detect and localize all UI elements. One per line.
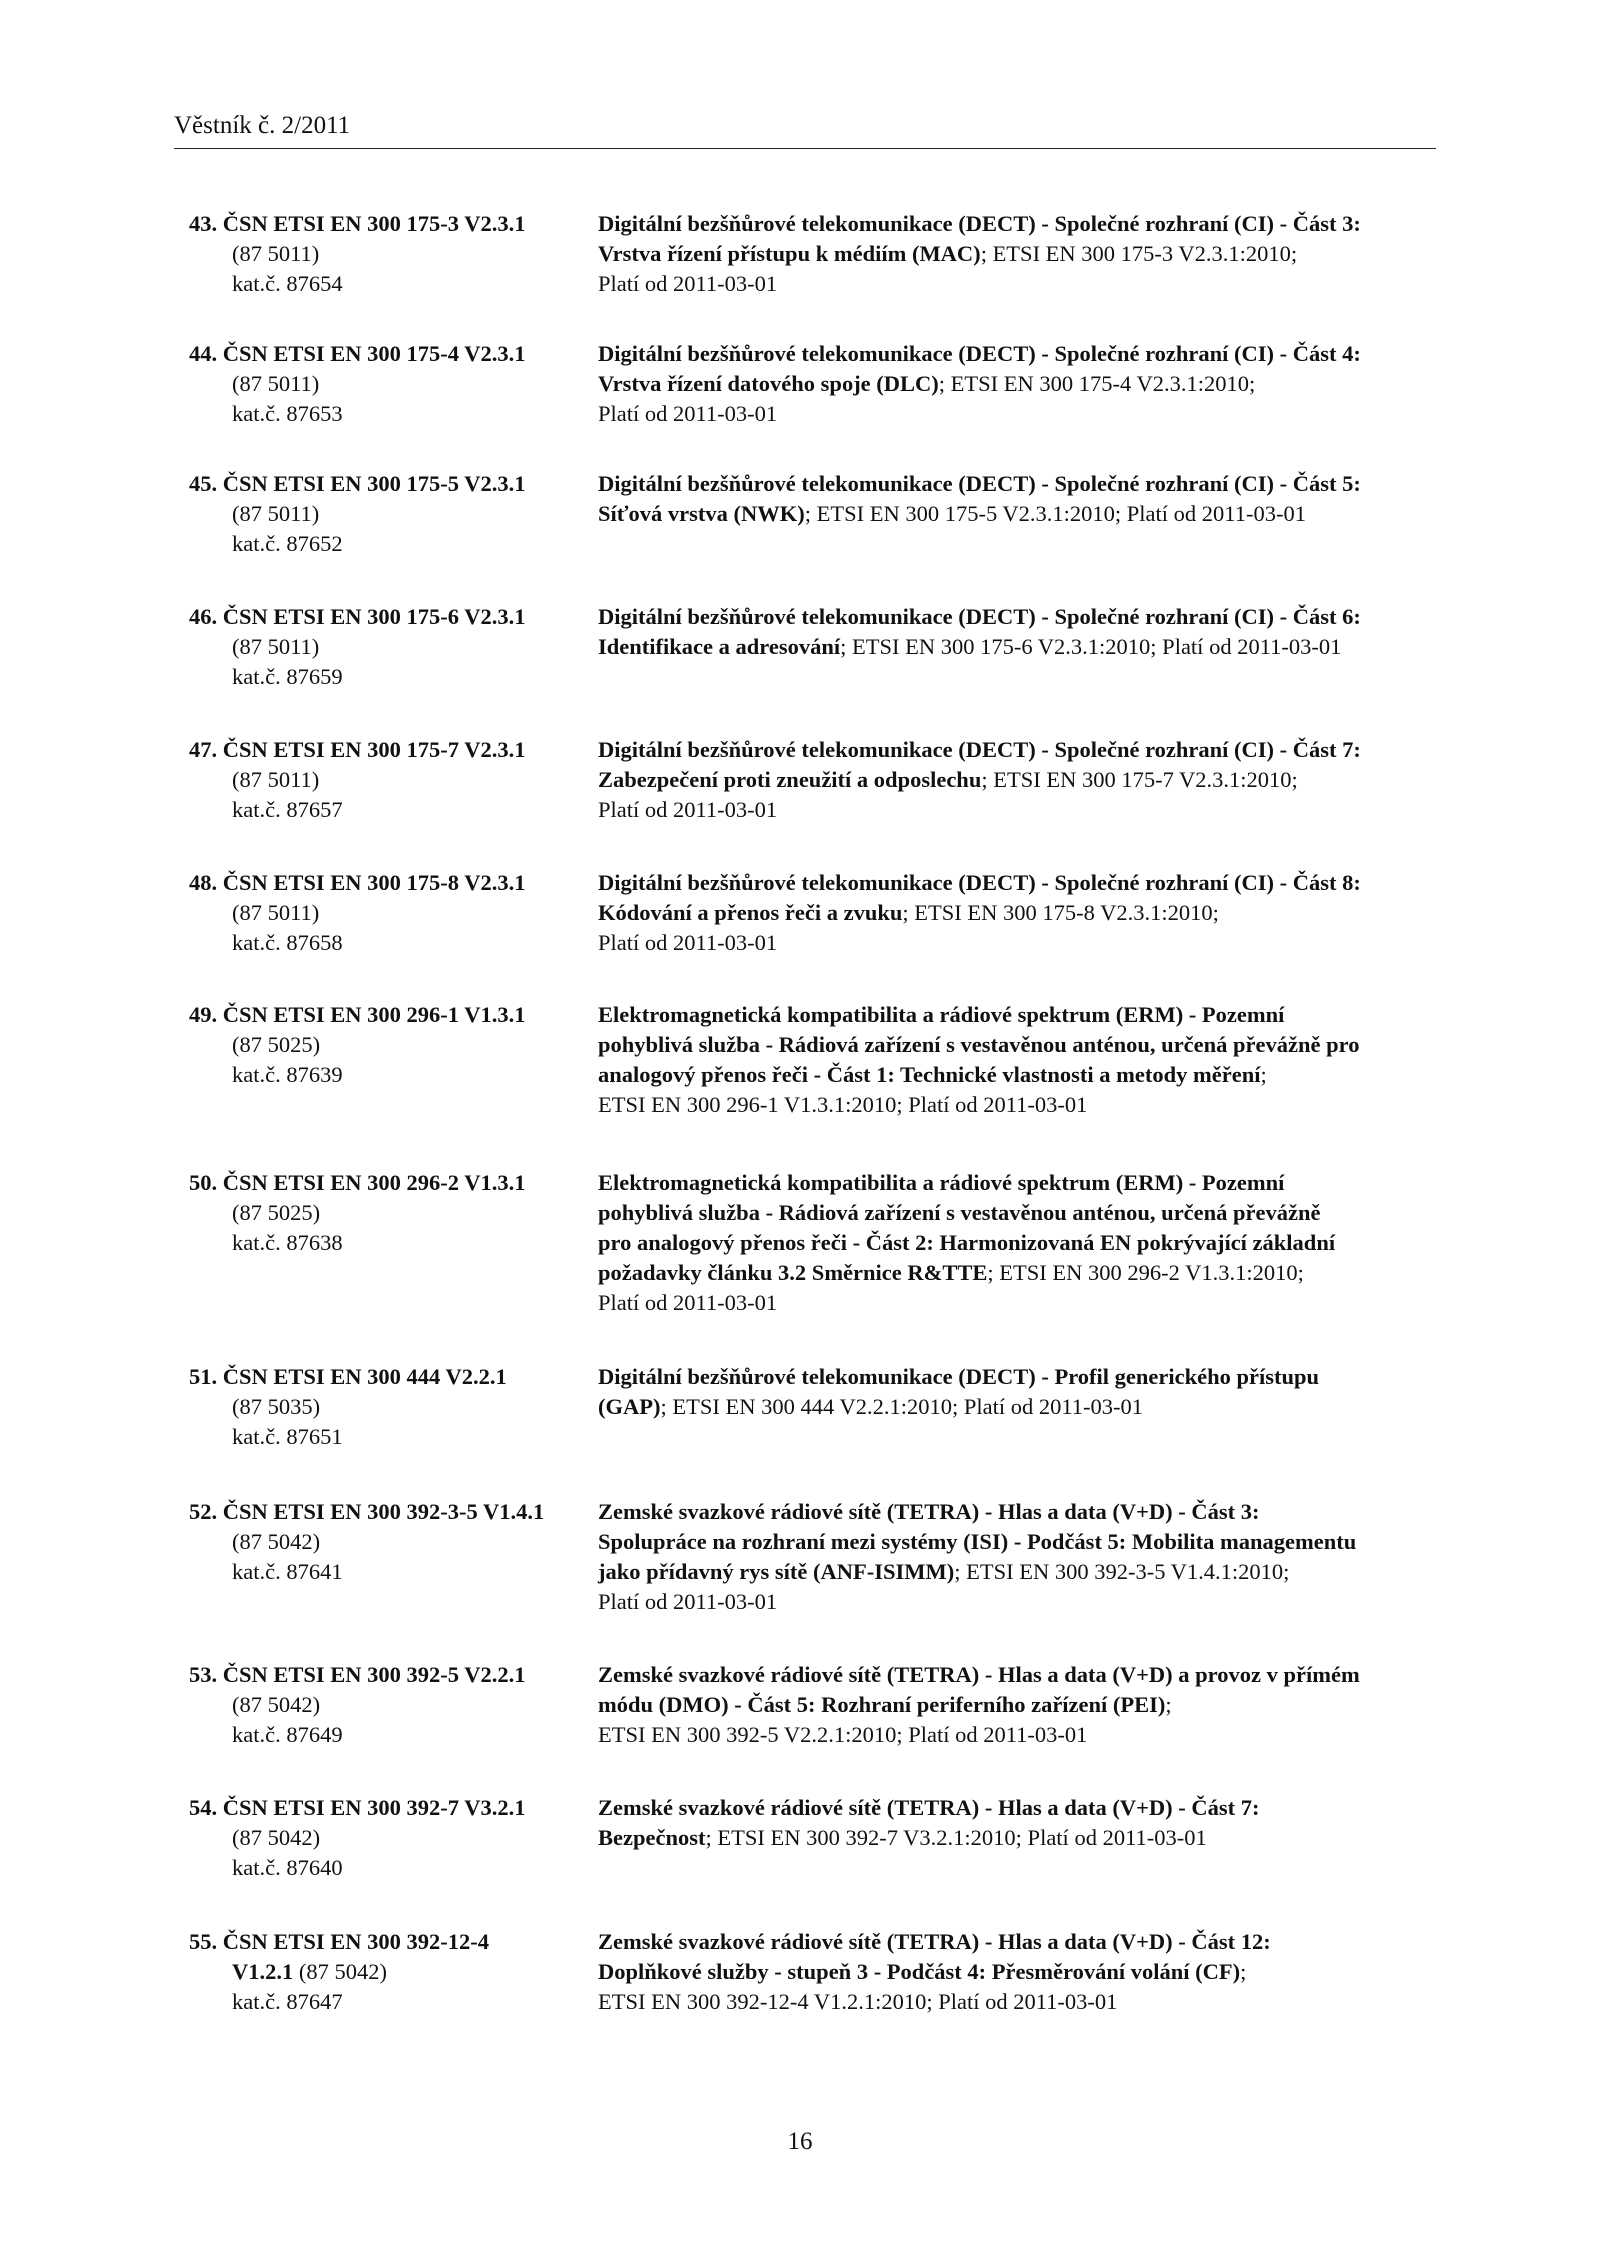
standard-reference-text: ETSI EN 300 296-1 V1.3.1:2010; Platí od 2011-03-01	[598, 1092, 1088, 1117]
standard-reference-text: Platí od 2011-03-01	[598, 1290, 778, 1315]
standard-title-text: Bezpečnost	[598, 1825, 706, 1850]
entry-number: 48.	[189, 870, 218, 895]
standard-reference-text: ETSI EN 300 392-12-4 V1.2.1:2010; Platí od 2011-03-01	[598, 1989, 1118, 2014]
description-line	[598, 795, 1438, 825]
classification-code: (87 5042)	[232, 1692, 321, 1717]
standard-reference-text: ; ETSI EN 300 296-2 V1.3.1:2010;	[987, 1260, 1304, 1285]
standard-title-text: Digitální bezšňůrové telekomunikace (DECT) - Společné rozhraní (CI) - Část 3:	[598, 211, 1361, 236]
standard-description	[598, 1497, 1438, 1617]
description-line	[598, 1587, 1438, 1617]
standard-title-text: pohyblivá služba - Rádiová zařízení s vestavěnou anténou, určená převážně pro	[598, 1032, 1360, 1057]
standard-code: ČSN ETSI EN 300 392-12-4	[222, 1929, 490, 1954]
standard-title-text: Digitální bezšňůrové telekomunikace (DECT) - Společné rozhraní (CI) - Část 5:	[598, 471, 1361, 496]
standard-reference-text: ; ETSI EN 300 175-4 V2.3.1:2010;	[938, 371, 1256, 396]
standard-code: ČSN ETSI EN 300 392-3-5 V1.4.1	[222, 1499, 545, 1524]
standard-code: ČSN ETSI EN 300 296-1 V1.3.1	[222, 1002, 526, 1027]
classification-code: (87 5025)	[232, 1032, 321, 1057]
standard-title-text: Vrstva řízení datového spoje (DLC)	[598, 371, 939, 396]
standard-title-text: Identifikace a adresování	[598, 634, 841, 659]
description-line	[598, 1362, 1438, 1392]
description-line	[598, 1793, 1438, 1823]
standard-reference-text: ; ETSI EN 300 175-3 V2.3.1:2010;	[980, 241, 1298, 266]
catalog-number: kat.č. 87638	[232, 1230, 343, 1255]
catalog-number: kat.č. 87653	[232, 401, 343, 426]
standard-reference-text: ; ETSI EN 300 444 V2.2.1:2010; Platí od 2011-03-01	[660, 1394, 1143, 1419]
description-line	[598, 499, 1438, 529]
standard-reference-text: Platí od 2011-03-01	[598, 1589, 778, 1614]
standard-title-text: módu (DMO) - Část 5: Rozhraní periferního zařízení (PEI)	[598, 1692, 1166, 1717]
description-line	[598, 928, 1438, 958]
standard-reference-text: Platí od 2011-03-01	[598, 797, 778, 822]
description-line	[598, 632, 1438, 662]
standard-title-text: pohyblivá služba - Rádiová zařízení s vestavěnou anténou, určená převážně	[598, 1200, 1321, 1225]
description-line	[598, 1987, 1438, 2017]
entry-number: 44.	[189, 341, 218, 366]
classification-code: (87 5042)	[298, 1959, 387, 1984]
catalog-number: kat.č. 87654	[232, 271, 343, 296]
classification-code: (87 5011)	[232, 241, 320, 266]
standard-description	[598, 1168, 1438, 1318]
catalog-number: kat.č. 87640	[232, 1855, 343, 1880]
standard-title-text: Zemské svazkové rádiové sítě (TETRA) - Hlas a data (V+D) - Část 12:	[598, 1929, 1271, 1954]
standard-code: ČSN ETSI EN 300 444 V2.2.1	[222, 1364, 507, 1389]
standard-description	[598, 209, 1438, 299]
classification-code: (87 5035)	[232, 1394, 321, 1419]
standard-reference-text: Platí od 2011-03-01	[598, 401, 778, 426]
standard-reference-text: ; ETSI EN 300 175-7 V2.3.1:2010;	[981, 767, 1298, 792]
standard-title-text: Zemské svazkové rádiové sítě (TETRA) - Hlas a data (V+D) a provoz v přímém	[598, 1662, 1360, 1687]
catalog-number: kat.č. 87641	[232, 1559, 343, 1584]
standard-title-text: Vrstva řízení přístupu k médiím (MAC)	[598, 241, 981, 266]
standard-description	[598, 1000, 1438, 1120]
description-line	[598, 1527, 1438, 1557]
standard-code: ČSN ETSI EN 300 175-6 V2.3.1	[222, 604, 526, 629]
standard-reference-text: Platí od 2011-03-01	[598, 930, 778, 955]
standard-description	[598, 1927, 1438, 2017]
standard-title-text: Zabezpečení proti zneužití a odposlechu	[598, 767, 982, 792]
description-line	[598, 868, 1438, 898]
entry-number: 43.	[189, 211, 218, 236]
standard-reference-text: ; ETSI EN 300 175-8 V2.3.1:2010;	[902, 900, 1219, 925]
standard-code: ČSN ETSI EN 300 175-7 V2.3.1	[222, 737, 526, 762]
standard-code: ČSN ETSI EN 300 296-2 V1.3.1	[222, 1170, 526, 1195]
catalog-number: kat.č. 87639	[232, 1062, 343, 1087]
standard-title-text: Elektromagnetická kompatibilita a rádiové spektrum (ERM) - Pozemní	[598, 1170, 1285, 1195]
description-line	[598, 1198, 1438, 1228]
description-line	[598, 1060, 1438, 1090]
description-line	[598, 469, 1438, 499]
standard-title-text: Kódování a přenos řeči a zvuku	[598, 900, 903, 925]
standard-description	[598, 602, 1438, 662]
description-line	[598, 1000, 1438, 1030]
standard-title-text: (GAP)	[598, 1394, 661, 1419]
standard-reference-text: ETSI EN 300 392-5 V2.2.1:2010; Platí od 2011-03-01	[598, 1722, 1088, 1747]
standard-reference-text: Platí od 2011-03-01	[598, 271, 778, 296]
description-line	[598, 765, 1438, 795]
entry-number: 52.	[189, 1499, 218, 1524]
entry-number: 53.	[189, 1662, 218, 1687]
standard-code-continued: V1.2.1	[232, 1959, 294, 1984]
entry-number: 50.	[189, 1170, 218, 1195]
entry-number: 51.	[189, 1364, 218, 1389]
standard-code: ČSN ETSI EN 300 392-5 V2.2.1	[222, 1662, 526, 1687]
description-line	[598, 1720, 1438, 1750]
standard-title-text: Digitální bezšňůrové telekomunikace (DECT) - Společné rozhraní (CI) - Část 4:	[598, 341, 1361, 366]
page-number: 16	[787, 2128, 813, 2155]
standard-reference-text: ;	[1240, 1959, 1247, 1984]
standard-code: ČSN ETSI EN 300 175-4 V2.3.1	[222, 341, 526, 366]
entry-number: 55.	[189, 1929, 218, 1954]
standard-title-text: Elektromagnetická kompatibilita a rádiové spektrum (ERM) - Pozemní	[598, 1002, 1285, 1027]
entry-number: 45.	[189, 471, 218, 496]
page-header	[174, 108, 1436, 149]
description-line	[598, 1660, 1438, 1690]
standard-code: ČSN ETSI EN 300 175-5 V2.3.1	[222, 471, 526, 496]
standard-title-text: Spolupráce na rozhraní mezi systémy (ISI) - Podčást 5: Mobilita managementu	[598, 1529, 1357, 1554]
description-line	[598, 1823, 1438, 1853]
description-line	[598, 1288, 1438, 1318]
standard-description	[598, 1660, 1438, 1750]
description-line	[598, 1957, 1438, 1987]
description-line	[598, 1690, 1438, 1720]
description-line	[598, 1392, 1438, 1422]
standard-title-text: analogový přenos řeči - Část 1: Technické vlastnosti a metody měření	[598, 1062, 1261, 1087]
standard-description	[598, 339, 1438, 429]
standard-code: ČSN ETSI EN 300 392-7 V3.2.1	[222, 1795, 526, 1820]
journal-title: Věstník č. 2/2011	[174, 112, 351, 139]
standard-reference-text: ;	[1260, 1062, 1267, 1087]
description-line	[598, 1557, 1438, 1587]
catalog-number: kat.č. 87659	[232, 664, 343, 689]
description-line	[598, 209, 1438, 239]
standard-title-text: Digitální bezšňůrové telekomunikace (DECT) - Společné rozhraní (CI) - Část 7:	[598, 737, 1361, 762]
standard-title-text: Doplňkové služby - stupeň 3 - Podčást 4: Přesměrování volání (CF)	[598, 1959, 1241, 1984]
catalog-number: kat.č. 87652	[232, 531, 343, 556]
standard-title-text: jako přídavný rys sítě (ANF-ISIMM)	[598, 1559, 955, 1584]
standard-title-text: Zemské svazkové rádiové sítě (TETRA) - Hlas a data (V+D) - Část 3:	[598, 1499, 1260, 1524]
classification-code: (87 5011)	[232, 634, 320, 659]
standard-code: ČSN ETSI EN 300 175-3 V2.3.1	[222, 211, 526, 236]
classification-code: (87 5042)	[232, 1529, 321, 1554]
description-line	[598, 1497, 1438, 1527]
standard-reference-text: ; ETSI EN 300 392-3-5 V1.4.1:2010;	[954, 1559, 1290, 1584]
standard-code: ČSN ETSI EN 300 175-8 V2.3.1	[222, 870, 526, 895]
description-line	[598, 1927, 1438, 1957]
classification-code: (87 5042)	[232, 1825, 321, 1850]
standard-description	[598, 868, 1438, 958]
description-line	[598, 1168, 1438, 1198]
classification-code: (87 5011)	[232, 900, 320, 925]
description-line	[598, 735, 1438, 765]
description-line	[598, 1258, 1438, 1288]
description-line	[598, 269, 1438, 299]
description-line	[598, 1090, 1438, 1120]
standard-title-text: Zemské svazkové rádiové sítě (TETRA) - Hlas a data (V+D) - Část 7:	[598, 1795, 1260, 1820]
standard-description	[598, 735, 1438, 825]
standard-reference-text: ; ETSI EN 300 392-7 V3.2.1:2010; Platí od 2011-03-01	[705, 1825, 1207, 1850]
catalog-number: kat.č. 87647	[232, 1989, 343, 2014]
standard-description	[598, 469, 1438, 529]
entry-number: 49.	[189, 1002, 218, 1027]
standard-reference-text: ;	[1165, 1692, 1172, 1717]
classification-code: (87 5011)	[232, 371, 320, 396]
standard-title-text: Digitální bezšňůrové telekomunikace (DECT) - Společné rozhraní (CI) - Část 8:	[598, 870, 1361, 895]
catalog-number: kat.č. 87649	[232, 1722, 343, 1747]
entry-number: 47.	[189, 737, 218, 762]
entry-number: 46.	[189, 604, 218, 629]
catalog-number: kat.č. 87658	[232, 930, 343, 955]
catalog-number: kat.č. 87657	[232, 797, 343, 822]
classification-code: (87 5025)	[232, 1200, 321, 1225]
standard-description	[598, 1362, 1438, 1422]
standard-title-text: pro analogový přenos řeči - Část 2: Harmonizovaná EN pokrývající základní	[598, 1230, 1336, 1255]
description-line	[598, 339, 1438, 369]
catalog-number: kat.č. 87651	[232, 1424, 343, 1449]
classification-code: (87 5011)	[232, 767, 320, 792]
classification-code: (87 5011)	[232, 501, 320, 526]
description-line	[598, 1030, 1438, 1060]
standard-title-text: Digitální bezšňůrové telekomunikace (DECT) - Profil generického přístupu	[598, 1364, 1320, 1389]
standard-title-text: požadavky článku 3.2 Směrnice R&TTE	[598, 1260, 988, 1285]
standard-title-text: Síťová vrstva (NWK)	[598, 501, 805, 526]
standard-description	[598, 1793, 1438, 1853]
description-line	[598, 898, 1438, 928]
standard-title-text: Digitální bezšňůrové telekomunikace (DECT) - Společné rozhraní (CI) - Část 6:	[598, 604, 1361, 629]
description-line	[598, 239, 1438, 269]
description-line	[598, 1228, 1438, 1258]
description-line	[598, 369, 1438, 399]
standard-reference-text: ; ETSI EN 300 175-6 V2.3.1:2010; Platí od 2011-03-01	[840, 634, 1342, 659]
description-line	[598, 602, 1438, 632]
entry-number: 54.	[189, 1795, 218, 1820]
description-line	[598, 399, 1438, 429]
standard-reference-text: ; ETSI EN 300 175-5 V2.3.1:2010; Platí od 2011-03-01	[804, 501, 1306, 526]
